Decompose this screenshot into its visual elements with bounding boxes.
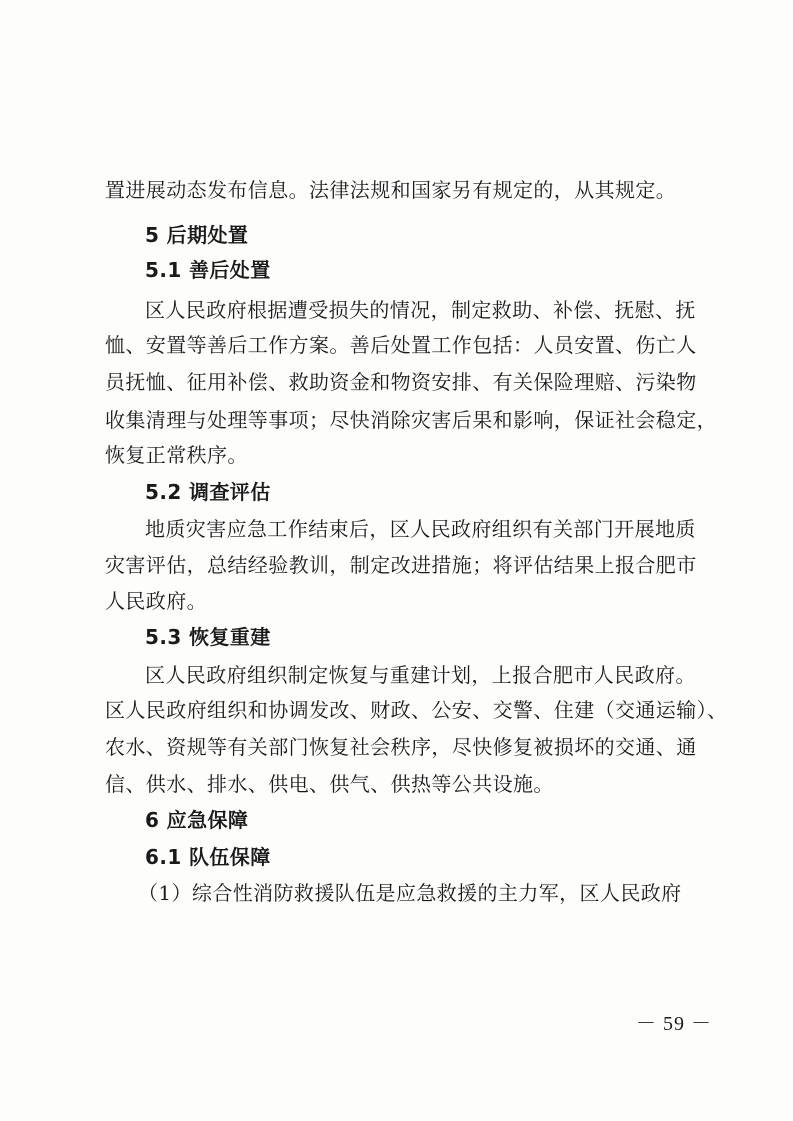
body-text-line: 置进展动态发布信息。法律法规和国家另有规定的，从其规定。 xyxy=(105,178,677,202)
section-heading: 6 应急保障 xyxy=(145,808,249,832)
body-text-line: 农水、资规等有关部门恢复社会秩序，尽快修复被损坏的交通、通 xyxy=(105,735,697,759)
body-text-line: 人民政府。 xyxy=(105,589,207,613)
subsection-heading: 5.2 调查评估 xyxy=(145,480,271,504)
paragraph-first-line: 区人民政府组织制定恢复与重建计划，上报合肥市人民政府。 xyxy=(145,663,696,687)
subsection-heading: 5.3 恢复重建 xyxy=(145,625,271,649)
subsection-heading: 6.1 队伍保障 xyxy=(145,845,271,869)
paragraph-first-line: 地质灾害应急工作结束后，区人民政府组织有关部门开展地质 xyxy=(145,517,696,541)
body-text-line: 信、供水、排水、供电、供气、供热等公共设施。 xyxy=(105,772,554,796)
body-text-line: 恢复正常秩序。 xyxy=(105,443,248,467)
body-text-line: 区人民政府组织和协调发改、财政、公安、交警、住建（交通运输）、 xyxy=(105,698,728,722)
body-text-line: 灾害评估，总结经验教训，制定改进措施；将评估结果上报合肥市 xyxy=(105,553,697,577)
paragraph-first-line: 区人民政府根据遭受损失的情况，制定救助、补偿、抚慰、抚 xyxy=(145,298,696,322)
body-text-line: 员抚恤、征用补偿、救助资金和物资安排、有关保险理赔、污染物 xyxy=(105,370,697,394)
body-text-line: 恤、安置等善后工作方案。善后处置工作包括：人员安置、伤亡人 xyxy=(105,333,697,357)
page-number: － 59 － xyxy=(636,1013,712,1035)
subsection-heading: 5.1 善后处置 xyxy=(145,258,271,282)
paragraph-first-line: （1）综合性消防救援队伍是应急救援的主力军，区人民政府 xyxy=(138,881,682,905)
section-heading: 5 后期处置 xyxy=(145,223,249,247)
body-text-line: 收集清理与处理等事项；尽快消除灾害后果和影响，保证社会稳定， xyxy=(105,408,717,432)
